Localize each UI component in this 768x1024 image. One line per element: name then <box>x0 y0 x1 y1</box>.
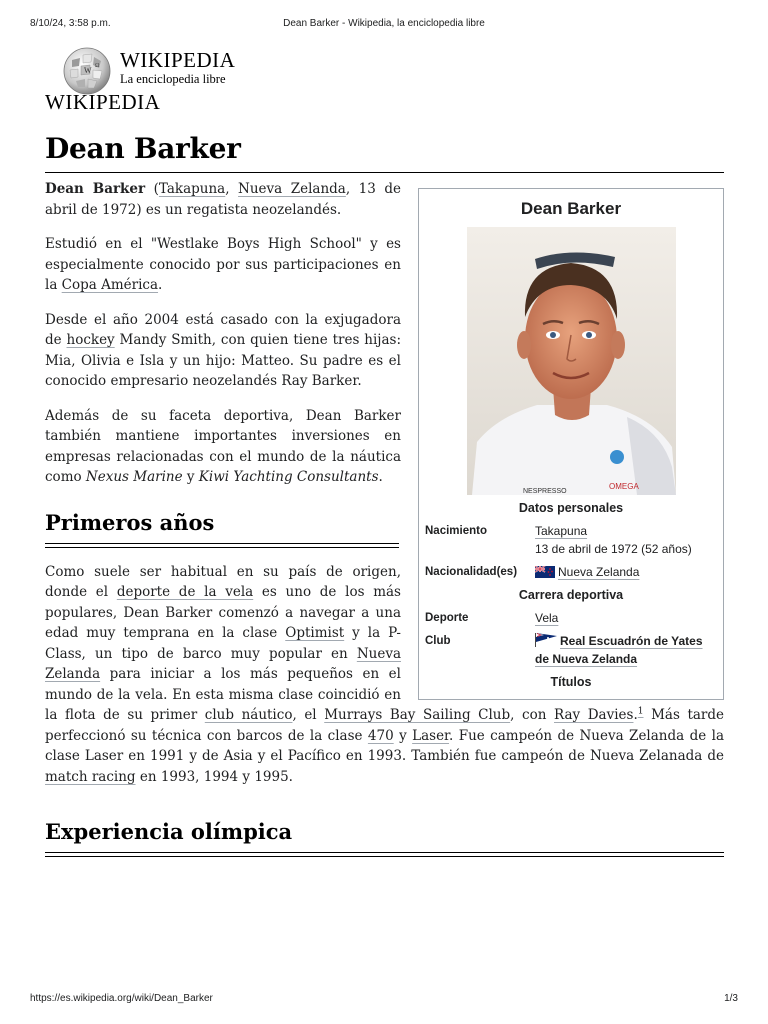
early-text-7: . <box>633 707 638 723</box>
section-divider-full <box>45 852 724 853</box>
early-text-2: es uno de los más populares, Dean Barker comenzó a navegar a una edad muy temprana en la clase <box>45 584 401 641</box>
family-text-a: Desde el año 2004 está casado con la exjugadora de <box>45 311 401 348</box>
photo-sponsor-1: NESPRESSO <box>522 488 567 495</box>
print-page-number: 1/3 <box>724 993 738 1004</box>
infobox-title: Dean Barker <box>520 199 622 218</box>
link-laser[interactable]: Laser <box>412 727 450 744</box>
link-match-racing[interactable]: match racing <box>45 768 136 785</box>
sport-link[interactable]: Vela <box>535 611 559 625</box>
intro-text-a: ( <box>145 181 159 197</box>
svg-text:Ω: Ω <box>95 63 100 69</box>
article-content <box>45 179 724 857</box>
photo-sponsor-2: OMEGA <box>608 482 639 491</box>
section-heading-primeros-anos: Primeros años <box>45 509 215 535</box>
early-text-1: Como suele ser habitual en su país de origen, donde el <box>45 563 401 600</box>
education-text: Estudió en el "Westlake Boys High School" y es especialmente conocido por sus participaciones en la <box>45 236 401 293</box>
subject-name: Dean Barker <box>45 181 146 197</box>
early-text-8: Más tarde perfeccionó su técnica con barcos de la clase <box>45 707 725 744</box>
svg-text:W: W <box>84 66 92 75</box>
club-value <box>535 632 717 668</box>
birth-label: Nacimiento <box>425 525 487 537</box>
wikipedia-logo[interactable] <box>62 46 262 96</box>
infobox-career-heading: Carrera deportiva <box>518 588 624 602</box>
link-nueva-zelanda[interactable]: Nueva Zelanda <box>238 181 346 197</box>
section-divider-full-2 <box>45 856 724 857</box>
club-link[interactable]: Real Escuadrón de Yates de Nueva Zelanda <box>535 634 703 666</box>
portrait-photo[interactable] <box>467 227 676 495</box>
nexus-marine: Nexus Marine <box>85 469 183 485</box>
club-burgee-icon <box>535 633 557 647</box>
sport-value <box>535 609 717 627</box>
infobox-row-birth <box>425 522 717 558</box>
print-page-title: Dean Barker - Wikipedia, la enciclopedia libre <box>283 18 485 29</box>
early-text-11: en 1993, 1994 y 1995. <box>135 768 293 785</box>
early-text-6: , con <box>510 707 554 723</box>
birth-value <box>535 522 717 558</box>
section-divider <box>45 543 399 544</box>
wikipedia-wordmark <box>120 50 235 71</box>
link-ray-davies[interactable]: Ray Davies <box>554 707 634 723</box>
link-deporte-vela[interactable]: deporte de la vela <box>116 584 254 600</box>
link-optimist[interactable]: Optimist <box>285 625 345 641</box>
nationality-label: Nacionalidad(es) <box>425 566 518 578</box>
early-text-10: . Fue campeón de Nueva Zelanda de la clase Laser en 1991 y de Asia y el Pacífico en 1993. También fue campeón de Nueva Zelanada de <box>45 727 724 764</box>
early-text-4: para iniciar a los más pequeños en el mundo de la vela. En esta misma clase coincidió en la flota de su primer <box>45 666 401 723</box>
infobox-personal-heading: Datos personales <box>518 501 624 515</box>
infobox <box>418 188 724 700</box>
page-title: Dean Barker <box>45 132 241 165</box>
kiwi-yachting: Kiwi Yachting Consultants <box>198 469 379 485</box>
link-nueva-zelanda-2[interactable]: Nueva Zelanda <box>45 645 401 682</box>
business-text-b: y <box>182 469 199 485</box>
reference-1[interactable]: 1 <box>637 706 644 717</box>
early-text-9: y <box>393 727 413 744</box>
new-zealand-flag-icon <box>535 566 555 578</box>
link-470[interactable]: 470 <box>367 727 394 744</box>
nationality-value <box>535 563 717 581</box>
birth-place-link[interactable]: Takapuna <box>535 524 588 538</box>
education-end: . <box>158 277 163 293</box>
print-url: https://es.wikipedia.org/wiki/Dean_Barker <box>30 993 213 1004</box>
sport-label: Deporte <box>425 612 469 624</box>
link-hockey[interactable]: hockey <box>66 332 115 348</box>
link-club-nautico[interactable]: club náutico <box>204 707 293 723</box>
infobox-row-nationality <box>425 563 717 581</box>
birth-date: 13 de abril de 1972 (52 años) <box>535 542 692 556</box>
infobox-row-sport <box>425 609 717 627</box>
wikipedia-wordmark-small: WIKIPEDIA <box>45 90 161 114</box>
family-text-b: Mandy Smith, con quien tiene tres hijas: Mia, Olivia e Isla y un hijo: Matteo. Su padre es el conocido empresario neozelandés Ray Barker. <box>45 332 401 389</box>
link-murrays-bay[interactable]: Murrays Bay Sailing Club <box>324 707 511 723</box>
business-text-a: Además de su faceta deportiva, Dean Barker también mantiene importantes inversiones en empresas relacionadas con el mundo de la náutica como <box>45 407 401 485</box>
nationality-link[interactable]: Nueva Zelanda <box>558 565 640 579</box>
title-divider <box>45 172 724 173</box>
print-date: 8/10/24, 3:58 p.m. <box>30 18 111 29</box>
intro-text-b: , <box>225 181 239 197</box>
club-label: Club <box>425 635 451 647</box>
intro-text-c: , 13 de abril de 1972) es un regatista neozelandés. <box>45 181 401 218</box>
infobox-row-club <box>425 632 717 668</box>
early-text-3: y la P-Class, un tipo de barco muy popular en <box>45 625 401 662</box>
infobox-titles-heading: Títulos <box>550 675 592 689</box>
section-divider-2 <box>45 547 399 548</box>
link-takapuna[interactable]: Takapuna <box>158 181 226 197</box>
business-end: . <box>378 469 383 485</box>
wordmark-text: WIKIPEDIA <box>120 48 236 72</box>
wikipedia-globe-icon <box>62 46 112 96</box>
wikipedia-tagline: La enciclopedia libre <box>120 72 226 86</box>
link-copa-america[interactable]: Copa América <box>61 277 159 293</box>
section-heading-experiencia-olimpica: Experiencia olímpica <box>45 819 293 844</box>
early-text-5: , el <box>292 707 325 723</box>
